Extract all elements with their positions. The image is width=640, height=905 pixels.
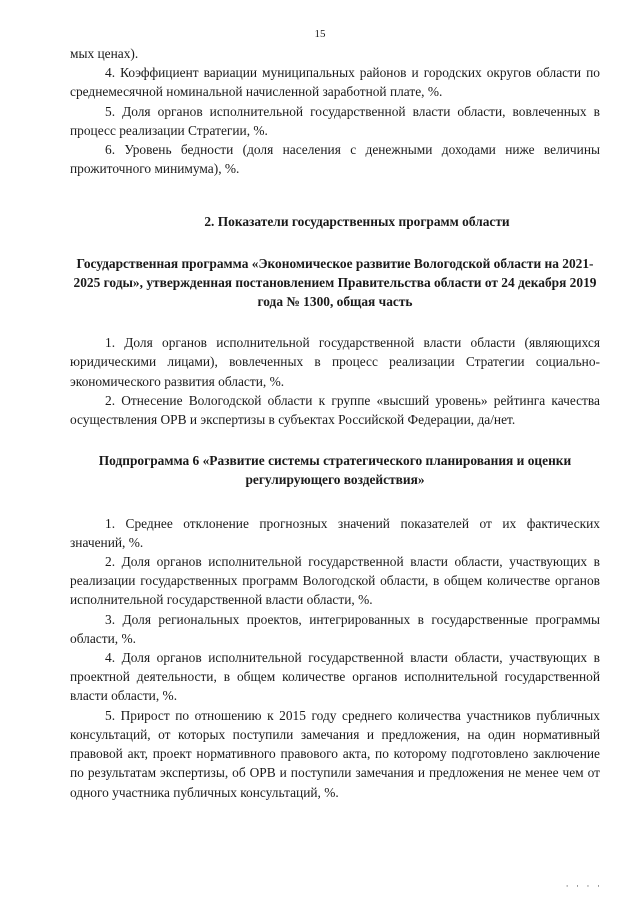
subprogram-indicator-list [70, 514, 600, 802]
program-indicator-list [70, 333, 600, 429]
subprogram-heading: Подпрограмма 6 «Развитие системы стратегического планирования и оценки регулирующего воздействия» [98, 453, 572, 488]
list-item: 2. Отнесение Вологодской области к группе «высший уровень» рейтинга качества осуществления ОРВ и экспертизы в субъектах Российской Федерации, да/нет. [70, 392, 600, 428]
list-item: 4. Доля органов исполнительной государственной власти области, участвующих в проектной деятельности, в общем количестве органов исполнительной государственной власти области, %. [70, 650, 600, 704]
section-heading: 2. Показатели государственных программ области [204, 214, 510, 230]
document-body [70, 44, 600, 802]
list-item: 1. Доля органов исполнительной государственной власти области (являющихся юридическими лицами), вовлеченных в процесс реализации Стратегии социально-экономического развития области, %. [70, 335, 600, 389]
list-item: 5. Прирост по отношению к 2015 году среднего количества участников публичных консультаций, от которых поступили замечания и предложения, на один нормативный правовой акт, проект нормативного правового акта, по которому подготовлено заключение по результатам экспертизы, об ОРВ и поступили замечания и предложения не менее чем от одного участника публичных консультаций, %. [70, 707, 600, 800]
page-number: 15 [314, 28, 326, 40]
list-item: 1. Среднее отклонение прогнозных значений показателей от их фактических значений, %. [70, 515, 600, 550]
continued-list [70, 44, 600, 178]
scan-mark: ' ' ' ' [565, 884, 602, 892]
list-item: мых ценах). [70, 46, 139, 61]
list-item: 4. Коэффициент вариации муниципальных районов и городских округов области по среднемесячной номинальной начисленной заработной плате, %. [70, 65, 600, 100]
list-item: 2. Доля органов исполнительной государственной власти области, участвующих в реализации государственных программ Вологодской области, в общем количестве органов исполнительной государственной власти области, %. [70, 554, 600, 608]
list-item: 6. Уровень бедности (доля населения с денежными доходами ниже величины прожиточного минимума), %. [70, 142, 600, 177]
program-heading: Государственная программа «Экономическое развитие Вологодской области на 2021-2025 годы», утвержденная постановлением Правительства области от 24 декабря 2019 года № 1300, общая часть [73, 255, 597, 310]
list-item: 5. Доля органов исполнительной государственной власти области, вовлеченных в процесс реализации Стратегии, %. [70, 103, 600, 138]
list-item: 3. Доля региональных проектов, интегрированных в государственные программы области, %. [70, 611, 600, 646]
